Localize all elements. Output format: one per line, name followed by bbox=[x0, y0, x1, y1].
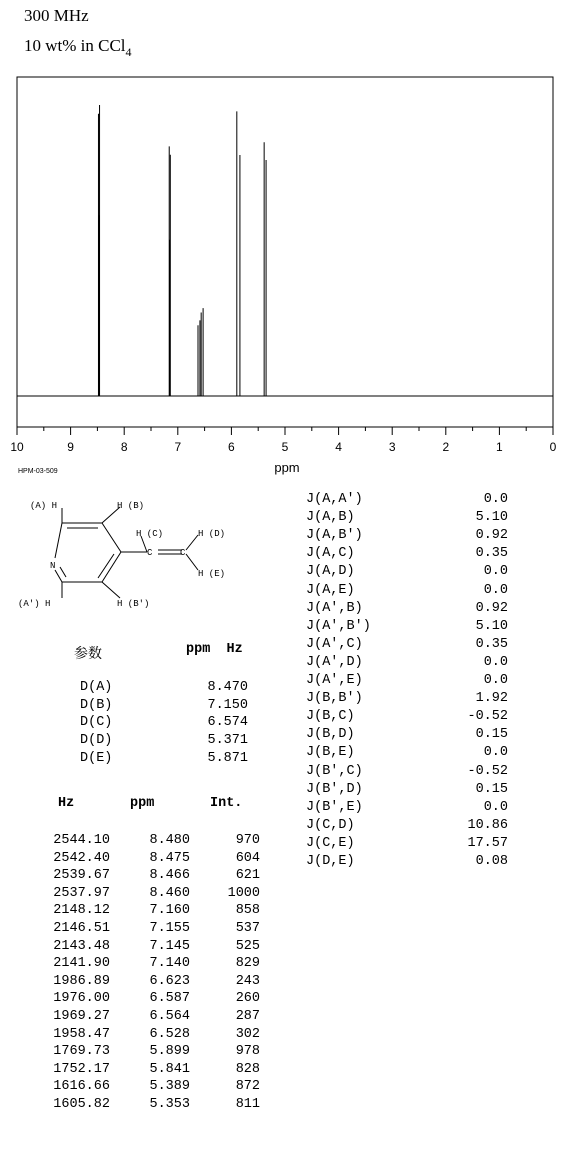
peak-intensity: 1000 bbox=[227, 885, 260, 901]
plot-frame bbox=[17, 77, 553, 427]
coupling-value: 0.15 bbox=[475, 781, 508, 797]
peak-intensity: 970 bbox=[235, 833, 260, 848]
label-d: H (D) bbox=[198, 529, 226, 539]
peak-header-int: Int. bbox=[210, 796, 243, 811]
coupling-name: J(B,D) bbox=[306, 727, 355, 743]
x-tick-label: 7 bbox=[174, 440, 182, 454]
x-tick-label: 0 bbox=[549, 440, 557, 454]
peak-hz: 2542.40 bbox=[53, 850, 110, 866]
param-name: D(A) bbox=[80, 680, 113, 695]
bond-h-e bbox=[186, 554, 198, 570]
peak-ppm: 8.466 bbox=[149, 868, 190, 884]
sample-subscript: 4 bbox=[125, 45, 132, 59]
coupling-value: 0.0 bbox=[483, 799, 508, 815]
peak-intensity: 604 bbox=[235, 850, 260, 866]
peak-ppm: 7.140 bbox=[149, 956, 190, 972]
coupling-value: 0.0 bbox=[483, 564, 508, 580]
param-header-name: 参数 bbox=[74, 645, 102, 661]
peak-hz: 2146.51 bbox=[53, 921, 110, 936]
bond-h-d bbox=[186, 535, 198, 550]
peak-ppm: 6.587 bbox=[149, 991, 190, 1007]
peak-lines bbox=[98, 105, 266, 396]
coupling-name: J(B',E) bbox=[306, 799, 363, 815]
coupling-value: 0.0 bbox=[483, 673, 508, 688]
peak-ppm: 7.160 bbox=[149, 903, 190, 919]
coupling-name: J(A,E) bbox=[306, 582, 355, 598]
sample-prefix: 10 wt% in CCl bbox=[24, 36, 126, 55]
coupling-value: 0.35 bbox=[475, 546, 508, 562]
coupling-name: J(B,C) bbox=[306, 709, 355, 725]
peak-hz: 2143.48 bbox=[53, 938, 110, 954]
coupling-name: J(B,E) bbox=[306, 745, 355, 761]
peak-header-hz: Hz bbox=[58, 796, 75, 811]
ring-bond bbox=[55, 570, 62, 582]
peak-intensity: 829 bbox=[235, 956, 260, 972]
ring-bond bbox=[102, 523, 121, 552]
label-carbon-1: C bbox=[147, 548, 153, 558]
peak-hz: 1769.73 bbox=[53, 1044, 110, 1060]
param-value: 5.871 bbox=[207, 750, 248, 766]
x-tick-label: 6 bbox=[228, 440, 235, 454]
coupling-name: J(B',D) bbox=[306, 781, 363, 797]
coupling-value: 0.0 bbox=[483, 582, 508, 598]
coupling-value: 1.92 bbox=[475, 691, 508, 707]
label-nitrogen: N bbox=[50, 561, 56, 571]
x-axis-label: ppm bbox=[274, 460, 300, 475]
peak-intensity: 302 bbox=[235, 1026, 260, 1042]
peak-hz: 1958.47 bbox=[53, 1026, 110, 1042]
x-tick-label: 5 bbox=[281, 440, 289, 454]
coupling-value: 5.10 bbox=[475, 618, 508, 634]
coupling-name: J(C,E) bbox=[306, 835, 355, 851]
label-a-prime: (A') H bbox=[18, 599, 51, 609]
coupling-value: 0.0 bbox=[483, 492, 508, 507]
coupling-value: 0.0 bbox=[483, 745, 508, 761]
x-tick-label: 9 bbox=[67, 440, 74, 454]
param-value: 7.150 bbox=[207, 697, 248, 713]
coupling-name: J(B,B') bbox=[306, 691, 363, 707]
coupling-value: 17.57 bbox=[467, 835, 508, 851]
param-name: D(D) bbox=[80, 733, 113, 749]
x-tick-label: 1 bbox=[496, 440, 503, 454]
peak-hz: 2537.97 bbox=[53, 885, 110, 901]
coupling-name: J(A',B') bbox=[306, 618, 371, 634]
param-value: 6.574 bbox=[207, 715, 248, 731]
ring-double-bond bbox=[60, 567, 66, 577]
coupling-value: 0.15 bbox=[475, 727, 508, 743]
peak-hz: 2539.67 bbox=[53, 868, 110, 884]
coupling-value: -0.52 bbox=[467, 709, 508, 725]
peak-intensity: 828 bbox=[235, 1061, 260, 1077]
peak-ppm: 6.564 bbox=[149, 1009, 190, 1024]
coupling-name: J(A',D) bbox=[306, 654, 363, 670]
peak-intensity: 621 bbox=[235, 868, 260, 884]
peak-hz: 1752.17 bbox=[53, 1061, 110, 1077]
coupling-value: -0.52 bbox=[467, 763, 508, 779]
bond-h-b2 bbox=[102, 582, 120, 598]
peak-intensity: 525 bbox=[235, 938, 260, 954]
coupling-value: 0.08 bbox=[475, 854, 508, 869]
param-value: 5.371 bbox=[207, 733, 248, 749]
x-tick-label: 10 bbox=[10, 440, 24, 454]
peak-ppm: 8.475 bbox=[149, 850, 190, 866]
param-header-units: ppm Hz bbox=[186, 642, 243, 657]
peak-hz: 1616.66 bbox=[53, 1079, 110, 1095]
label-b-prime: H (B') bbox=[117, 599, 150, 609]
peak-ppm: 5.353 bbox=[149, 1097, 190, 1112]
coupling-name: J(A',C) bbox=[306, 636, 363, 652]
label-carbon-2: C bbox=[180, 548, 186, 558]
peak-hz: 1986.89 bbox=[53, 973, 110, 989]
coupling-name: J(A,C) bbox=[306, 546, 355, 562]
coupling-value: 10.86 bbox=[467, 817, 508, 833]
param-name: D(E) bbox=[80, 750, 113, 766]
peak-hz: 2148.12 bbox=[53, 903, 110, 919]
coupling-name: J(A,B) bbox=[306, 510, 355, 526]
param-name: D(B) bbox=[80, 697, 113, 713]
coupling-name: J(A,A') bbox=[306, 492, 363, 507]
label-c: H (C) bbox=[136, 529, 164, 539]
peak-intensity: 243 bbox=[235, 973, 260, 989]
spectrum-code: HPM-03-509 bbox=[18, 468, 58, 475]
peak-intensity: 811 bbox=[235, 1097, 260, 1112]
ring-bond bbox=[55, 523, 62, 558]
peak-intensity: 287 bbox=[235, 1009, 260, 1024]
peak-hz: 2544.10 bbox=[53, 833, 110, 848]
coupling-name: J(C,D) bbox=[306, 817, 355, 833]
peak-intensity: 260 bbox=[235, 991, 260, 1007]
peak-intensity: 858 bbox=[235, 903, 260, 919]
peak-ppm: 8.460 bbox=[149, 885, 190, 901]
param-name: D(C) bbox=[80, 715, 113, 731]
coupling-name: J(B',C) bbox=[306, 763, 363, 779]
coupling-value: 0.92 bbox=[475, 600, 508, 616]
coupling-value: 5.10 bbox=[475, 510, 508, 526]
sample-description bbox=[24, 36, 132, 60]
peak-intensity: 537 bbox=[235, 921, 260, 936]
peak-ppm: 5.389 bbox=[149, 1079, 190, 1095]
x-tick-label: 4 bbox=[335, 440, 342, 454]
coupling-value: 0.35 bbox=[475, 636, 508, 652]
coupling-value: 0.0 bbox=[483, 654, 508, 670]
x-tick-label: 2 bbox=[442, 440, 450, 454]
param-value: 8.470 bbox=[207, 680, 248, 695]
coupling-name: J(A,D) bbox=[306, 564, 355, 580]
coupling-name: J(A,B') bbox=[306, 528, 363, 544]
x-axis-ticks bbox=[10, 427, 556, 454]
peak-ppm: 6.528 bbox=[149, 1026, 190, 1042]
peak-header-ppm: ppm bbox=[130, 796, 155, 811]
nmr-spectrum-chart bbox=[0, 70, 570, 480]
peak-hz: 1969.27 bbox=[53, 1009, 110, 1024]
peak-ppm: 7.155 bbox=[149, 921, 190, 936]
peak-ppm: 5.899 bbox=[149, 1044, 190, 1060]
coupling-value: 0.92 bbox=[475, 528, 508, 544]
coupling-name: J(A',B) bbox=[306, 600, 363, 616]
label-a: (A) H bbox=[30, 501, 58, 511]
label-b: H (B) bbox=[117, 501, 145, 511]
coupling-name: J(D,E) bbox=[306, 854, 355, 869]
peak-intensity: 978 bbox=[235, 1044, 260, 1060]
coupling-name: J(A',E) bbox=[306, 673, 363, 688]
peak-ppm: 7.145 bbox=[149, 938, 190, 954]
molecule-structure bbox=[10, 492, 290, 632]
x-tick-label: 3 bbox=[388, 440, 396, 454]
peak-hz: 1605.82 bbox=[53, 1097, 110, 1112]
spectrometer-frequency: 300 MHz bbox=[24, 6, 89, 25]
peak-ppm: 5.841 bbox=[149, 1061, 190, 1077]
peak-hz: 1976.00 bbox=[53, 991, 110, 1007]
x-tick-label: 8 bbox=[120, 440, 128, 454]
peak-ppm: 8.480 bbox=[149, 833, 190, 848]
peak-hz: 2141.90 bbox=[53, 956, 110, 972]
peak-intensity: 872 bbox=[235, 1079, 260, 1095]
peak-ppm: 6.623 bbox=[149, 973, 190, 989]
label-e: H (E) bbox=[198, 569, 226, 579]
